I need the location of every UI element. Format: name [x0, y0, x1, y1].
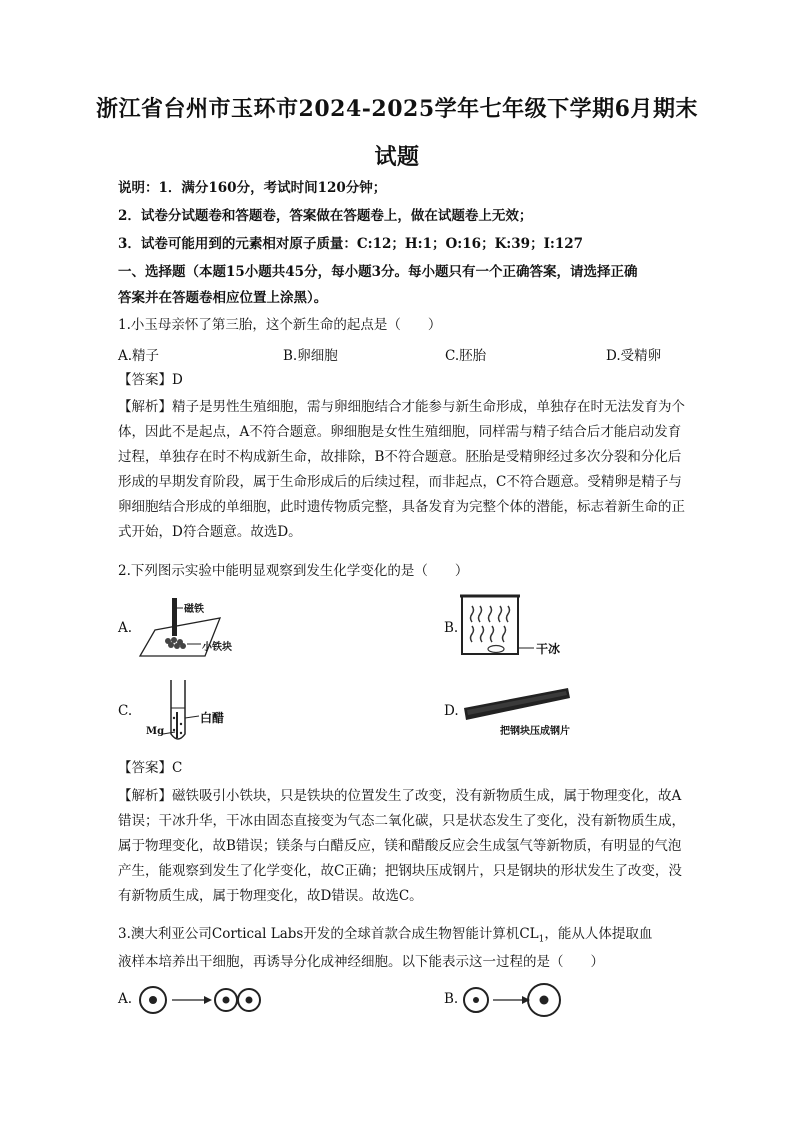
section-heading-line-2: 答案并在答题卷相应位置上涂黑）。 [118, 290, 328, 306]
q1-option-d: D.受精卵 [606, 348, 662, 364]
q3-stem-line-2: 液样本培养出干细胞，再诱导分化成神经细胞。以下能表示这一过程的是（ ） [118, 954, 604, 970]
q3-option-b-letter: B. [444, 991, 459, 1007]
q2-option-a-letter: A. [118, 620, 133, 636]
q2-option-c-letter: C. [118, 703, 133, 719]
q2-b-dryice-label: 干冰 [536, 642, 561, 656]
q2-answer: 【答案】C [118, 760, 183, 776]
q2-option-d-letter: D. [444, 703, 459, 719]
q2-a-iron-label: 小铁块 [202, 642, 232, 653]
q2-option-b-letter: B. [444, 620, 459, 636]
cell-division-figure [138, 985, 266, 1019]
test-tube-figure [145, 678, 205, 748]
q2-a-magnet-label: 磁铁 [184, 604, 204, 615]
q3-stem-line-1: 3.澳大利亚公司Cortical Labs开发的全球首款合成生物智能计算机$CL_1$，能从人体提取血 [118, 926, 653, 945]
q2-analysis: 【解析】磁铁吸引小铁块，只是铁块的位置发生了改变，没有新物质生成，属于物理变化，故A错误；干冰升华，干冰由固态直接变为气态二氧化碳，只是状态发生了变化，没有新物质生成，属于物理变化，故B错误；镁条与白醋反应，镁和醋酸反应会生成氢气等新物质，有明显的气泡产生，能观察到发生了化学变化，故C正确；把钢块压成钢片，只是钢块的形状发生了改变，没有新物质生成，属于物理变化，故D错误。故选C。 [118, 788, 685, 904]
steel-strip-figure [464, 686, 574, 726]
q1-analysis: 【解析】精子是男性生殖细胞，需与卵细胞结合才能参与新生命形成，单独存在时无法发育为个体，因此不是起点，A不符合题意。卵细胞是女性生殖细胞，同样需与精子结合后才能启动发育过程，单独存在时不构成新生命，故排除，B不符合题意。胚胎是受精卵经过多次分裂和分化后形成的早期发育阶段，属于生命形成后的后续过程，而非起点，C不符合题意。受精卵是精子与卵细胞结合形成的单细胞，此时遗传物质完整，具备发育为完整个体的潜能，标志着新生命的正式开始，D符合题意。故选D。 [118, 399, 685, 540]
q2-stem: 2.下列图示实验中能明显观察到发生化学变化的是（ ） [118, 563, 469, 579]
title-line-2: 试题 [374, 144, 420, 170]
q2-c-mg-label: Mg [146, 726, 165, 737]
section-heading-line-1: 一、选择题（本题15小题共45分，每小题3分。每小题只有一个正确答案，请选择正确 [118, 264, 638, 280]
q1-stem: 1.小玉母亲怀了第三胎，这个新生命的起点是（ ） [118, 317, 442, 333]
dry-ice-beaker-figure [458, 592, 538, 662]
q2-c-vinegar-label: 白醋 [200, 711, 225, 725]
q1-option-b: B.卵细胞 [283, 348, 338, 364]
q1-option-a: A.精子 [118, 348, 160, 364]
instruction-3: 3．试卷可能用到的元素相对原子质量：C:12；H:1；O:16；K:39；I:127 [118, 236, 584, 252]
cell-growth-figure [460, 982, 570, 1022]
q1-answer: 【答案】D [118, 372, 183, 388]
q3-option-a-letter: A. [118, 991, 133, 1007]
q1-option-c: C.胚胎 [445, 348, 487, 364]
instruction-1: 说明：1．满分160分，考试时间120分钟； [118, 180, 387, 196]
q2-d-caption: 把钢块压成钢片 [500, 726, 570, 737]
instruction-2: 2．试卷分试题卷和答题卷，答案做在答题卷上，做在试题卷上无效； [118, 208, 533, 224]
title-line-1: 浙江省台州市玉环市2024-2025学年七年级下学期6月期末 [96, 96, 698, 122]
